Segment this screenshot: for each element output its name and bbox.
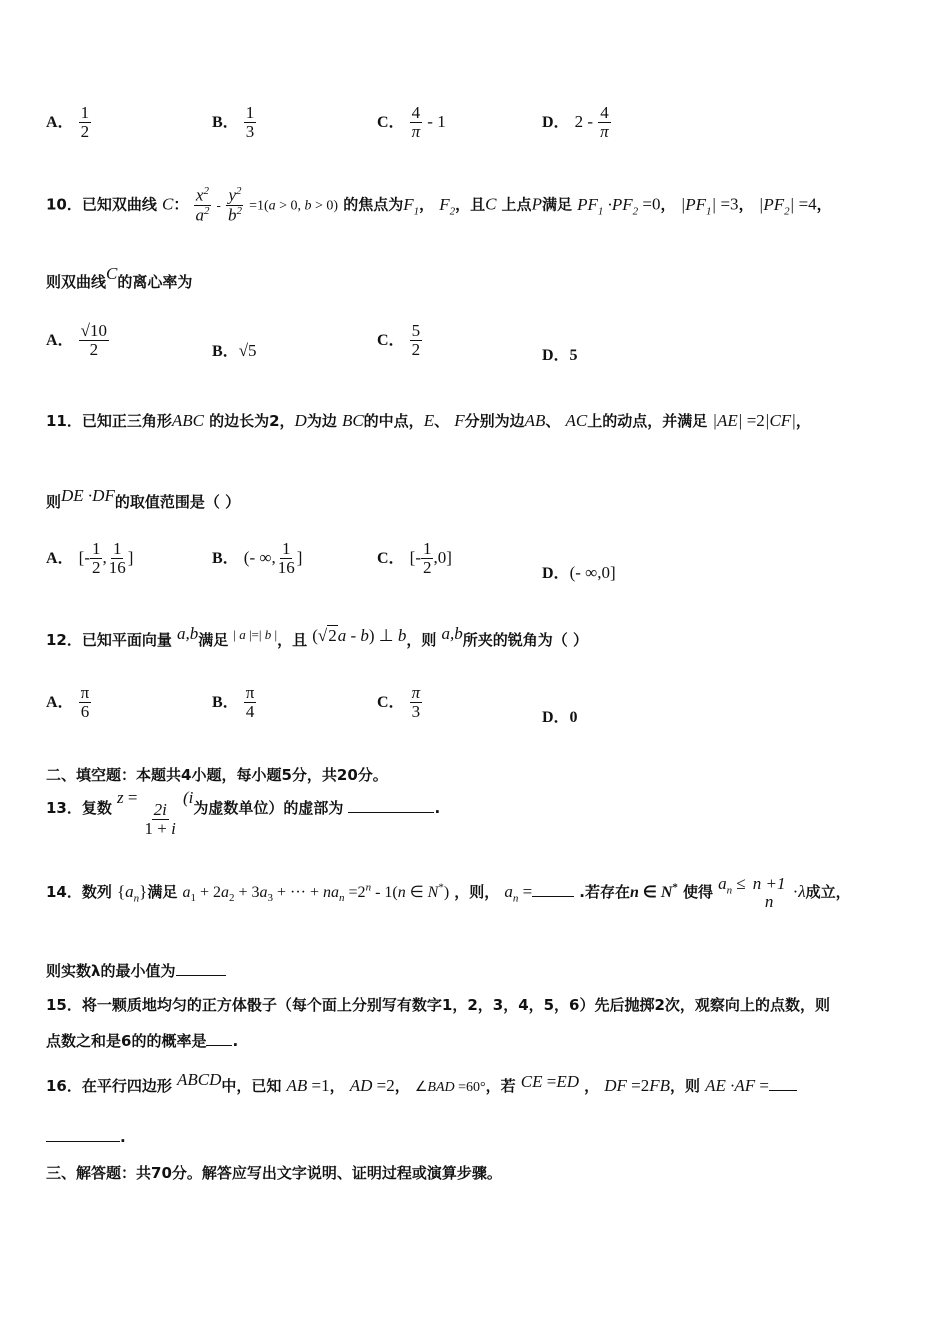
q10-stem-line2: 则双曲线C的离心率为 [46, 264, 193, 291]
q12-option-d: D．0 [542, 709, 578, 726]
q13-stem: 13．复数 z = $\frac{2i}{1 + i}$ (i为虚数单位）的虚部为 . [46, 788, 441, 838]
section-3-heading: 三、解答题：共70分。解答应写出文字说明、证明过程或演算步骤。 [46, 1164, 502, 1182]
q9-b-fraction: $\frac{1}{3}$ [245, 103, 255, 141]
q10-x2-over-a2: $\frac{x^2}{a^2}$ [195, 185, 210, 225]
section-2-heading: 二、填空题：本题共4小题，每小题5分，共20分。 [46, 766, 388, 784]
q9-option-c: C． $\frac{4}{\pi}$ - 1 [377, 103, 446, 141]
q9-c-fraction: $\frac{4}{\pi}$ [411, 103, 421, 141]
q11-option-c: C． [- $\frac{1}{2}$ ,0] [377, 539, 452, 577]
q15-stem-line2: 点数之和是6的的概率是 . [46, 1032, 239, 1050]
q15-stem-line1: 15．将一颗质地均匀的正方体骰子（每个面上分别写有数字1，2，3，4，5，6）先后抛掷2次，观察向上的点数，则 [46, 996, 830, 1014]
q9-d-fraction: $\frac{4}{\pi}$ [600, 103, 609, 141]
q16-stem-line1: 16．在平行四边形 ABCD中，已知 AB =1， AD =2， ∠BAD =60°，若 CE =ED ， DF =2FB，则 AE ·AF = [46, 1070, 797, 1096]
q14-stem-line2: 则实数λ的最小值为 [46, 960, 226, 981]
q11-option-b: B． (- ∞, $\frac{1}{16}$ ] [212, 539, 303, 577]
q10-option-c: C． $\frac{5}{2}$ [377, 321, 421, 359]
q12-option-b: B． $\frac{\pi}{4}$ [212, 683, 255, 721]
q12-stem: 12．已知平面向量 a,b满足 $^{| a |=| b |}$，且 (√2a - b) ⊥ b，则 a,b所夹的锐角为（ ） [46, 624, 588, 649]
q9-a-fraction: $\frac{1}{2}$ [80, 103, 90, 141]
q12-option-c: C． $\frac{\pi}{3}$ [377, 683, 421, 721]
q9-option-a: A． $\frac{1}{2}$ [46, 103, 90, 141]
q9-option-b: B． $\frac{1}{3}$ [212, 103, 255, 141]
q10-option-a: A． $\frac{√10}{2}$ [46, 321, 107, 359]
q10-y2-over-b2: $\frac{y^2}{b^2}$ [227, 185, 242, 225]
q10-stem-line1: 10．已知双曲线 C： $\frac{x^2}{a^2}$ - $\frac{y^2}{b^2}$ =1(a > 0, b > 0) 的焦点为$F_1$， $F_2$，且C 上点P满足 $PF_1 \cdot PF_2 =0$， $|PF_1| =3$， $|PF_2| =4$， [46, 185, 832, 225]
q9-option-d: D． 2 - $\frac{4}{\pi}$ [542, 103, 609, 141]
q11-option-d: D．(- ∞,0] [542, 563, 616, 582]
q14-stem-line1: 14．数列 $\{a_n\}$满足 $a_1 + 2a_2 + 3a_3$ + ··· + $na_n =2^n - 1(n$ ∈ N*) ，则， $a_n$ = .若存在n ∈ N* 使得 $a_n$ ≤ n +1 n ·λ成立， [46, 873, 851, 911]
q11-option-a: A． [- $\frac{1}{2}$ , $\frac{1}{16}$ ] [46, 539, 134, 577]
q11-stem-line1: 11．已知正三角形ABC 的边长为2，D为边 BC的中点，E、 F分别为边AB、 AC上的动点，并满足 |AE| =2|CF|， [46, 411, 811, 430]
q12-option-a: A． $\frac{\pi}{6}$ [46, 683, 90, 721]
q16-stem-line2: . [46, 1128, 126, 1146]
q10-option-b: B．√5 [212, 341, 257, 360]
q11-stem-line2: 则DE ·DF的取值范围是（ ） [46, 486, 241, 511]
q10-option-d: D．5 [542, 347, 578, 364]
